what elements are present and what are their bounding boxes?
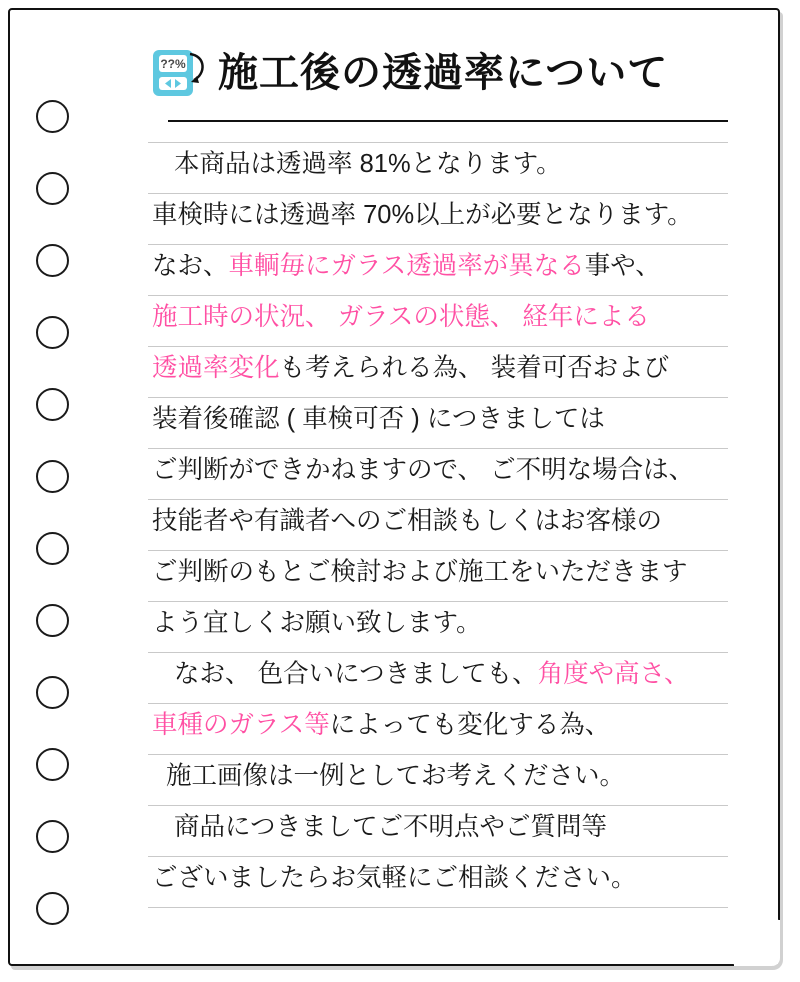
body-line-6: 装着後確認 ( 車検可否 ) につきましては bbox=[152, 405, 605, 433]
punch-hole bbox=[36, 100, 69, 133]
punch-hole bbox=[36, 532, 69, 565]
body-line-3-part-a: なお、 bbox=[152, 252, 229, 280]
body-line-5-highlight: 透過率変化 bbox=[152, 354, 280, 382]
page-title-text: 施工後の透過率について bbox=[218, 51, 669, 95]
svg-text:??%: ??% bbox=[160, 57, 186, 71]
body-line-14: 商品につきましてご不明点やご質問等 bbox=[174, 813, 607, 841]
body-line-12-highlight: 車種のガラス等 bbox=[152, 711, 330, 739]
body-line-13: 施工画像は一例としてお考えください。 bbox=[166, 762, 626, 790]
body-line-3 bbox=[152, 254, 752, 280]
body-line-8: 技能者や有識者へのご相談もしくはお客様の bbox=[152, 507, 663, 535]
body-line-2: 車検時には透過率 70%以上が必要となります。 bbox=[152, 201, 693, 229]
transmittance-meter-icon bbox=[150, 44, 210, 102]
body-line-5-part-b: も考えられる為、 装着可否および bbox=[279, 354, 670, 382]
punch-hole bbox=[36, 460, 69, 493]
body-line-9: ご判断のもとご検討および施工をいただきます bbox=[152, 558, 688, 586]
page-title bbox=[150, 44, 668, 102]
body-line-11-part-a: なお、 色合いにつきましても、 bbox=[174, 660, 538, 688]
body-line-11-highlight: 角度や高さ、 bbox=[537, 660, 690, 688]
punch-hole bbox=[36, 604, 69, 637]
punch-hole bbox=[36, 172, 69, 205]
body-line-11 bbox=[152, 662, 774, 688]
body-line-4: 施工時の状況、 ガラスの状態、 経年による bbox=[152, 303, 650, 331]
document-content bbox=[150, 0, 750, 958]
punch-hole bbox=[36, 892, 69, 925]
punch-hole-column bbox=[26, 86, 86, 906]
body-line-5 bbox=[152, 356, 752, 382]
body-line-15: ございましたらお気軽にご相談ください。 bbox=[152, 864, 637, 892]
body-line-3-highlight: 車輌毎にガラス透過率が異なる bbox=[228, 252, 585, 280]
body-line-7: ご判断ができかねますので、 ご不明な場合は、 bbox=[152, 456, 695, 484]
body-line-3-part-c: 事や、 bbox=[584, 252, 661, 280]
punch-hole bbox=[36, 820, 69, 853]
punch-hole bbox=[36, 388, 69, 421]
punch-hole bbox=[36, 244, 69, 277]
punch-hole bbox=[36, 316, 69, 349]
punch-hole bbox=[36, 676, 69, 709]
body-line-12 bbox=[152, 713, 752, 739]
body-line-10: よう宜しくお願い致します。 bbox=[152, 609, 482, 637]
body-line-12-part-b: によっても変化する為、 bbox=[329, 711, 611, 739]
punch-hole bbox=[36, 748, 69, 781]
body-line-1: 本商品は透過率 81%となります。 bbox=[174, 150, 562, 178]
